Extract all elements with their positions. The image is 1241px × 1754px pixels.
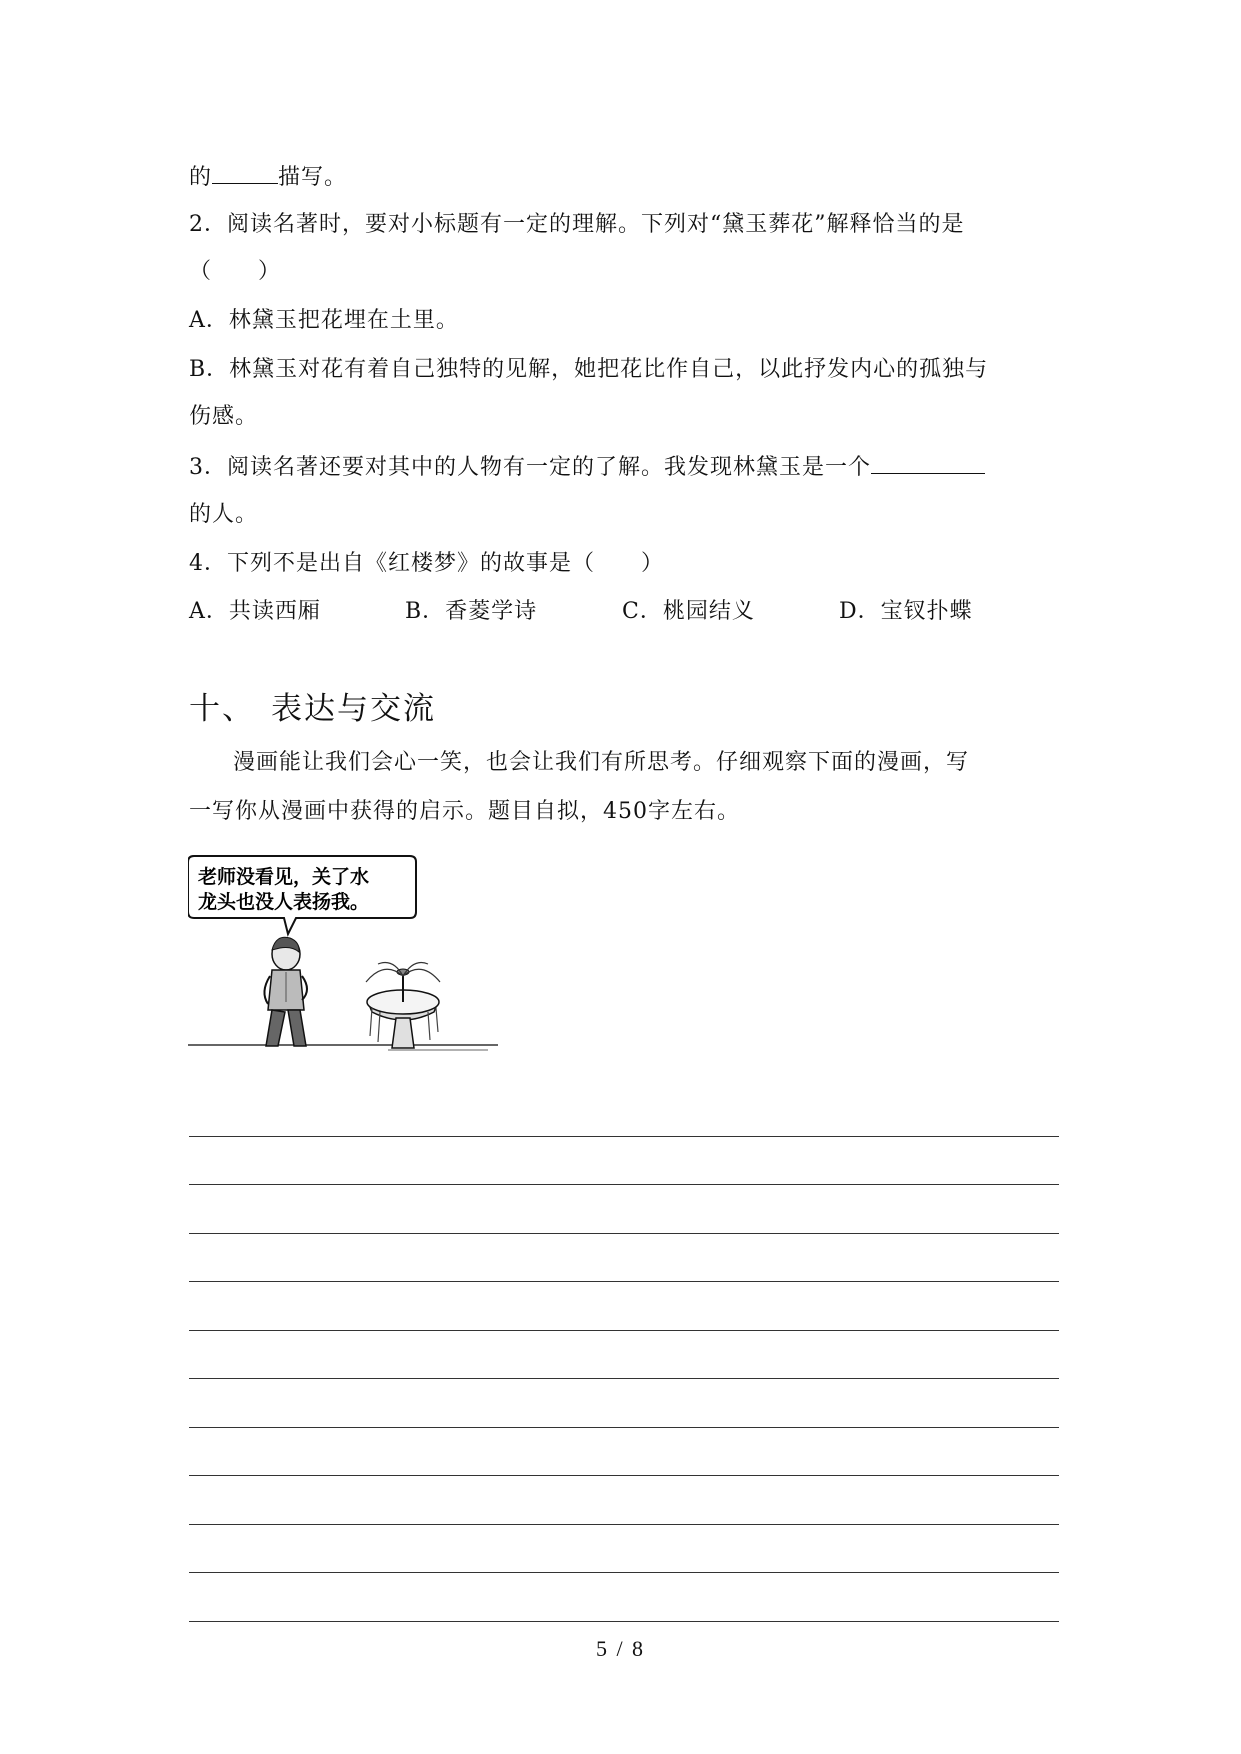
writing-prompt-line-2: 一写你从漫画中获得的启示。题目自拟，450字左右。 (189, 799, 740, 824)
q2-option-b-continued: 伤感。 (189, 404, 259, 429)
speech-text-line-1: 老师没看见，关了水 (198, 866, 370, 888)
writing-line[interactable] (189, 1088, 1059, 1137)
q3-text (189, 451, 1059, 483)
q4-option-c[interactable]: C．桃园结义 (622, 599, 755, 624)
writing-line[interactable] (189, 1282, 1059, 1331)
q1-answer-blank[interactable] (212, 161, 278, 184)
writing-line[interactable] (189, 1137, 1059, 1186)
speech-text-line-2: 龙头也没人表扬我。 (198, 891, 370, 913)
writing-prompt-line-1: 漫画能让我们会心一笑，也会让我们有所思考。仔细观察下面的漫画，写 (233, 750, 970, 775)
writing-line[interactable] (189, 1525, 1059, 1574)
q3-answer-blank[interactable] (871, 451, 985, 474)
cartoon-illustration (188, 852, 498, 1057)
q2-text: 2．阅读名著时，要对小标题有一定的理解。下列对“黛玉葬花”解释恰当的是 (189, 212, 965, 237)
section-number: 十、 (189, 691, 255, 727)
speech-bubble (188, 856, 416, 934)
section-title: 表达与交流 (271, 691, 436, 727)
q3-question: 3．阅读名著还要对其中的人物有一定的了解。我发现林黛玉是一个 (189, 455, 871, 480)
q2-option-a: A．林黛玉把花埋在土里。 (189, 308, 459, 333)
writing-line[interactable] (189, 1379, 1059, 1428)
water-fountain-icon (366, 963, 440, 1049)
writing-line[interactable] (189, 1428, 1059, 1477)
q4-options (189, 597, 1059, 627)
q1-tail (189, 161, 1059, 193)
q2-option-b: B．林黛玉对花有着自己独特的见解，她把花比作自己，以此抒发内心的孤独与 (189, 357, 989, 382)
writing-area[interactable] (189, 1088, 1059, 1622)
q4-text: 4．下列不是出自《红楼梦》的故事是（ ） (189, 551, 664, 576)
q1-suffix: 描写。 (278, 165, 348, 190)
section-heading (189, 689, 436, 729)
writing-line[interactable] (189, 1573, 1059, 1622)
q2-answer-paren[interactable]: （ ） (189, 259, 282, 284)
boy-figure (264, 937, 307, 1046)
q3-tail: 的人。 (189, 502, 259, 527)
writing-line[interactable] (189, 1185, 1059, 1234)
writing-line[interactable] (189, 1234, 1059, 1283)
page-number: 5 / 8 (595, 1636, 646, 1661)
q4-option-b[interactable]: B．香菱学诗 (405, 599, 538, 624)
q1-prefix: 的 (189, 165, 213, 190)
writing-line[interactable] (189, 1476, 1059, 1525)
q4-option-a[interactable]: A．共读西厢 (189, 599, 321, 624)
q4-option-d[interactable]: D．宝钗扑蝶 (839, 599, 973, 624)
writing-line[interactable] (189, 1331, 1059, 1380)
